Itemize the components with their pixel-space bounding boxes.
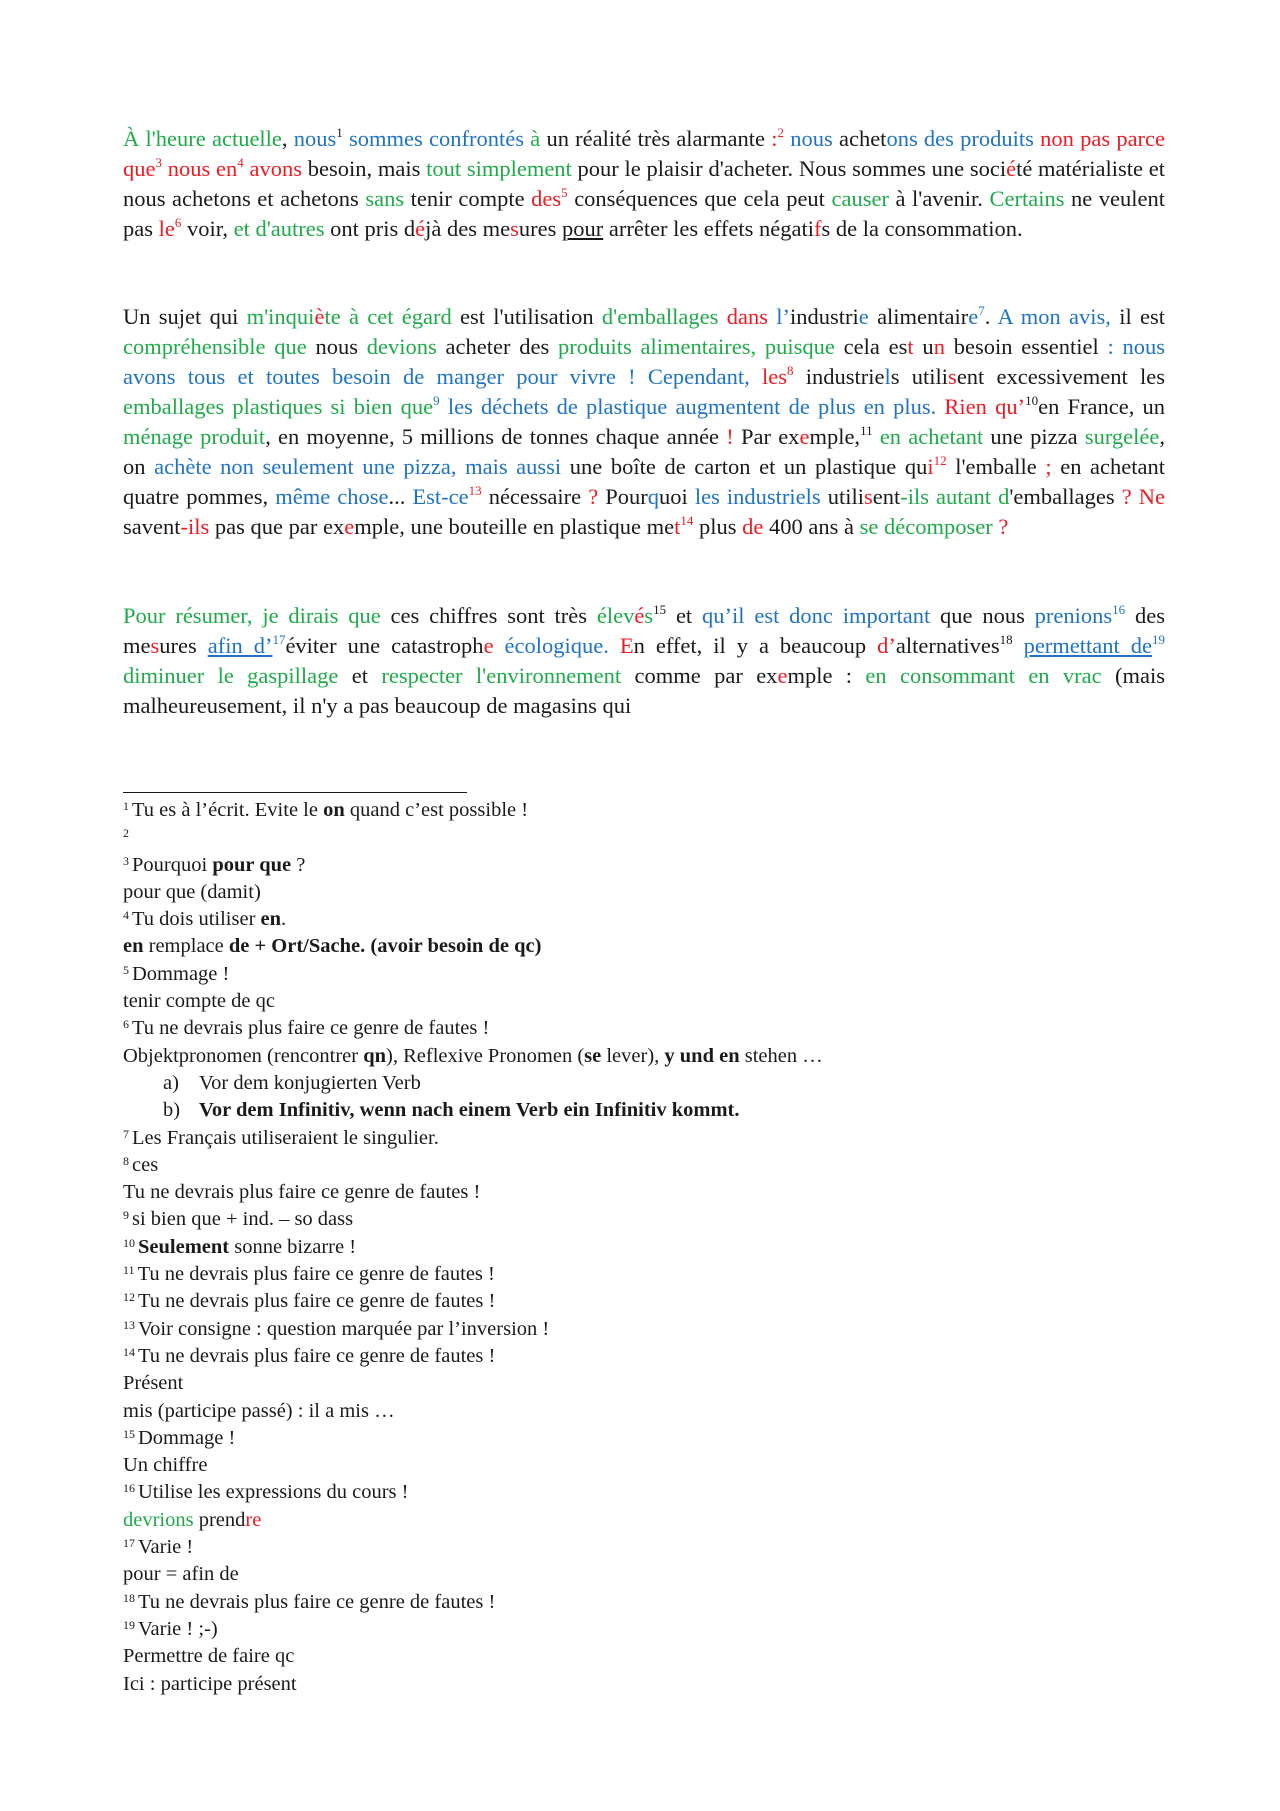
text-run: Objektpronomen (rencontrer <box>123 1044 364 1067</box>
text-run: : <box>771 126 778 151</box>
text-run: 400 ans à <box>763 514 860 539</box>
text-run <box>873 424 880 449</box>
text-run: nous <box>790 126 833 151</box>
footnote-ref: 9 <box>123 1208 129 1223</box>
footnote-line <box>123 1043 1165 1070</box>
text-run: non pas parce que <box>123 126 1166 181</box>
footnote-ref: 1 <box>123 799 129 813</box>
text-run <box>609 633 620 658</box>
footnote-line <box>123 1234 1165 1261</box>
text-run: : nous avons tous et toutes besoin de manger pour vivre ! Cependant, <box>123 334 1165 389</box>
text-run: s <box>644 603 654 628</box>
text-run: ! <box>726 424 734 449</box>
text-run: s <box>150 633 160 658</box>
text-run: m'inqui <box>246 304 315 329</box>
text-run: (mais malheureusement, il n'y a pas beaucoup de magasins qui <box>123 663 1165 718</box>
text-run: ures <box>159 633 208 658</box>
footnote-line <box>123 1561 1165 1588</box>
text-run: e <box>799 424 810 449</box>
text-run: on <box>323 799 345 821</box>
text-run: nous <box>306 334 367 359</box>
text-run: plus <box>693 514 743 539</box>
footnote-ref: 12 <box>123 1290 135 1305</box>
text-run: Varie ! ;-) <box>138 1617 218 1640</box>
text-run: Les Français utiliseraient le singulier. <box>132 1126 439 1149</box>
text-run: achète non seulement une pizza, mais aussi <box>154 454 562 479</box>
text-run: permettant de <box>1023 633 1152 658</box>
text-run: ménage produit <box>123 424 266 449</box>
text-run: s <box>510 216 519 241</box>
text-run: besoin essentiel <box>944 334 1108 359</box>
text-run: tenir compte de qc <box>123 990 275 1013</box>
footnote-line <box>123 1261 1165 1288</box>
text-run: prend <box>193 1508 246 1531</box>
text-run: s <box>948 364 957 389</box>
text-run: afin d’ <box>207 633 273 658</box>
text-run: compréhensible que <box>123 334 307 359</box>
text-run: savent <box>123 514 181 539</box>
text-run: ont pris d <box>324 216 416 241</box>
footnote-ref: 9 <box>433 393 440 408</box>
footnote-ref: 17 <box>272 632 286 647</box>
text-run: té matérialiste et nous achetons et achetons <box>123 156 1165 211</box>
footnote-ref: 11 <box>860 423 873 438</box>
text-run: Vor dem Infinitiv, wenn nach einem Verb ein Infinitiv kommt. <box>199 1099 740 1122</box>
text-run: mis (participe passé) : il a mis … <box>123 1399 395 1422</box>
footnote-line <box>123 1343 1165 1370</box>
text-run: ons des produits <box>886 126 1034 151</box>
text-run: sonne bizarre ! <box>229 1235 357 1258</box>
text-run: Tu ne devrais plus faire ce genre de fautes ! <box>138 1290 496 1313</box>
text-run <box>750 364 762 389</box>
text-run: l'emballe <box>946 454 1046 479</box>
text-run: jà des me <box>425 216 511 241</box>
text-run: y und en <box>664 1044 740 1067</box>
footnote-ref: 6 <box>174 215 182 230</box>
text-run: nous <box>293 126 337 151</box>
footnote-line <box>123 1206 1165 1233</box>
text-run: en achetant quatre pommes, <box>123 454 1166 509</box>
text-run: d’ <box>877 633 896 658</box>
text-run: il est <box>1110 304 1166 329</box>
footnote-ref: 4 <box>123 908 129 923</box>
text-run: E <box>619 633 634 658</box>
text-run: causer <box>831 186 889 211</box>
text-run: Tu ne devrais plus faire ce genre de fautes ! <box>132 1017 490 1040</box>
text-run: Tu ne devrais plus faire ce genre de fautes ! <box>137 1263 495 1286</box>
text-run: à l'avenir. <box>888 186 990 211</box>
text-run: n effet, il y a beaucoup <box>633 633 878 658</box>
footnote-line <box>123 1643 1165 1670</box>
text-run: qu’il est donc important <box>702 603 931 628</box>
text-run: emballages plastiques si bien que <box>123 394 434 419</box>
text-run: A mon avis, <box>997 304 1111 329</box>
text-run: Voir consigne : question marquée par l’inversion ! <box>138 1317 550 1340</box>
text-run: Dommage ! <box>138 1426 236 1449</box>
text-run: Vor dem konjugierten Verb <box>199 1071 421 1094</box>
text-run: des <box>531 186 562 211</box>
text-run: Par ex <box>733 424 800 449</box>
text-run: se <box>584 1044 602 1067</box>
text-run: mple, une bouteille en plastique me <box>354 514 675 539</box>
footnote-line <box>123 961 1165 988</box>
essay-paragraph-1 <box>123 124 1165 244</box>
text-run: -ils autant <box>900 484 992 509</box>
text-run: Tu ne devrais plus faire ce genre de fautes ! <box>138 1590 496 1613</box>
text-run <box>718 304 726 329</box>
text-run: Rien qu’ <box>944 394 1026 419</box>
text-run: alternatives <box>895 633 1000 658</box>
footnote-line <box>123 1015 1165 1042</box>
text-run: prenions <box>1034 603 1113 628</box>
footnote-line <box>123 879 1165 906</box>
text-run: de <box>742 514 764 539</box>
footnote-line <box>123 1152 1165 1179</box>
text-run: re <box>245 1508 262 1531</box>
footnote-ref: 14 <box>123 1344 135 1359</box>
text-run: i <box>927 454 934 479</box>
footnote-line <box>123 988 1165 1015</box>
text-run: si bien que + ind. – so dass <box>132 1208 354 1231</box>
footnote-ref: 18 <box>123 1590 135 1605</box>
text-run: é <box>1006 156 1017 181</box>
text-run: n <box>933 334 945 359</box>
footnote-ref: 15 <box>653 602 667 617</box>
footnote-ref: 11 <box>123 1263 135 1278</box>
text-run: ent excessivement les <box>956 364 1165 389</box>
text-run: e <box>858 304 869 329</box>
text-run: dans <box>726 304 768 329</box>
text-run: Utilise les expressions du cours ! <box>138 1481 409 1504</box>
text-run: nous en <box>167 156 238 181</box>
list-marker: b) <box>163 1099 181 1122</box>
text-run: une pizza <box>983 424 1085 449</box>
text-run: Tu es à l’écrit. Evite le <box>132 799 324 821</box>
footnote-ref: 14 <box>680 513 694 528</box>
footnote-ref: 2 <box>123 826 129 841</box>
footnote-ref: 12 <box>933 453 947 468</box>
text-run: un réalité très alarmante <box>540 126 772 151</box>
footnote-line <box>123 1179 1165 1206</box>
text-run: tenir compte <box>404 186 532 211</box>
text-run: pas que par ex <box>209 514 345 539</box>
text-run: pour = afin de <box>123 1563 239 1586</box>
text-run: les <box>762 364 788 389</box>
text-run: Est-ce <box>412 484 469 509</box>
footnote-line <box>123 933 1165 960</box>
text-run: Seulement <box>138 1235 230 1258</box>
text-run: achet <box>832 126 887 151</box>
text-run: le <box>158 216 175 241</box>
text-run <box>494 633 505 658</box>
text-run: et <box>666 603 703 628</box>
footnote-ref: 16 <box>123 1481 135 1496</box>
text-run: cela es <box>834 334 908 359</box>
text-run: d <box>998 484 1010 509</box>
footnote-line <box>123 1370 1165 1397</box>
footnote-ref: 8 <box>787 363 794 378</box>
text-run: remplace <box>143 935 229 958</box>
footnote-line <box>123 1425 1165 1452</box>
text-run: Pourquoi <box>132 853 213 876</box>
text-run: pour <box>561 216 604 241</box>
text-run: s <box>863 484 873 509</box>
footnote-line <box>123 1507 1165 1534</box>
text-run: À l'heure actuelle <box>123 126 282 151</box>
text-run: Tu dois utiliser <box>132 908 261 931</box>
text-run: de + Ort/Sache. (avoir besoin de qc) <box>228 935 542 958</box>
text-run: , en moyenne, 5 millions de tonnes chaque année <box>265 424 727 449</box>
text-run: e <box>344 514 355 539</box>
text-run: devrions <box>123 1508 194 1531</box>
text-run: sommes confrontés <box>349 126 524 151</box>
footnote-ref: 15 <box>123 1426 135 1441</box>
text-run: 'emballages <box>1009 484 1122 509</box>
footnote-line <box>123 1671 1165 1698</box>
text-run: Tu ne devrais plus faire ce genre de fautes ! <box>138 1344 496 1367</box>
text-run: une boîte de carton et un plastique qu <box>561 454 928 479</box>
footnote-line <box>123 906 1165 933</box>
text-run: mple, <box>809 424 861 449</box>
text-run: ures <box>518 216 562 241</box>
text-run: é <box>415 216 426 241</box>
text-run: stehen … <box>739 1044 823 1067</box>
text-run: ces chiffres sont très <box>380 603 597 628</box>
text-run: é <box>634 603 645 628</box>
text-run: pour que <box>212 853 292 876</box>
footnote-line <box>123 1288 1165 1315</box>
text-run: en France, un <box>1038 394 1166 419</box>
text-run: Un chiffre <box>123 1454 208 1477</box>
footnote-ref: 1 <box>336 125 343 140</box>
footnote-ref: 2 <box>777 125 784 140</box>
text-run: u <box>913 334 934 359</box>
footnote-ref: 6 <box>123 1017 129 1032</box>
text-run: Ici : participe présent <box>123 1672 297 1695</box>
text-run: et <box>338 663 382 688</box>
text-run: industrie <box>793 364 885 389</box>
text-run: Pour <box>598 484 648 509</box>
text-run: besoin, mais <box>301 156 427 181</box>
text-run: les industriels <box>694 484 821 509</box>
text-run: t <box>907 334 914 359</box>
text-run: arrêter les effets négati <box>603 216 814 241</box>
text-run: est l'utilisation <box>451 304 602 329</box>
text-run: sans <box>365 186 405 211</box>
footnote-ref: 17 <box>123 1536 135 1551</box>
text-run: à <box>530 126 541 151</box>
footnote-line <box>123 852 1165 879</box>
footnote-ref: 3 <box>123 853 129 868</box>
text-run <box>1013 633 1024 658</box>
footnote-line <box>123 1452 1165 1479</box>
text-run: Tu ne devrais plus faire ce genre de fautes ! <box>123 1181 481 1204</box>
text-run: Un sujet qui <box>123 304 247 329</box>
footnote-ref: 8 <box>123 1153 129 1168</box>
text-run: en consommant en vrac <box>865 663 1102 688</box>
text-run: que nous <box>930 603 1035 628</box>
text-run: diminuer le gaspillage <box>123 663 339 688</box>
text-run: Permettre de faire qc <box>123 1645 295 1668</box>
text-run: uoi <box>659 484 695 509</box>
text-run: Pour résumer, je dirais que <box>123 603 381 628</box>
text-run: s de la consommation. <box>821 216 1023 241</box>
text-run: des me <box>123 603 1165 658</box>
text-run: écologique. <box>504 633 609 658</box>
text-run: ? <box>998 514 1009 539</box>
text-run: ? <box>588 484 599 509</box>
text-run: en achetant <box>879 424 984 449</box>
text-run: pour le plaisir d'acheter. Nous sommes une soci <box>571 156 1007 181</box>
footnote-ref: 7 <box>123 1126 129 1141</box>
footnote-ref: 10 <box>123 1235 135 1250</box>
text-run: ? <box>291 853 306 876</box>
text-run: conséquences que cela peut <box>567 186 832 211</box>
footnote-ref: 13 <box>468 483 482 498</box>
text-run: voir, <box>181 216 234 241</box>
footnote-ref: 3 <box>155 155 162 170</box>
footnote-line <box>123 1534 1165 1561</box>
text-run: industri <box>790 304 859 329</box>
text-run: è <box>314 304 325 329</box>
list-marker: a) <box>163 1071 179 1094</box>
footnote-ref: 19 <box>123 1617 135 1632</box>
text-run: ; <box>1045 454 1052 479</box>
text-run: q <box>647 484 660 509</box>
text-run: alimentair <box>868 304 969 329</box>
text-run: éviter une catastroph <box>285 633 484 658</box>
text-run: , on <box>123 424 1166 479</box>
text-run: e <box>777 663 788 688</box>
footnote-ref: 13 <box>123 1317 135 1332</box>
text-run: l <box>884 364 891 389</box>
text-run: tout simplement <box>426 156 572 181</box>
text-run: s utili <box>890 364 949 389</box>
footnotes-list <box>123 797 1165 1698</box>
footnote-ref: 19 <box>1151 632 1165 647</box>
text-run: -ils <box>180 514 210 539</box>
text-run: d'emballages <box>601 304 719 329</box>
footnote-line <box>123 797 1165 824</box>
footnote-list-item <box>123 1070 1165 1097</box>
footnote-line <box>123 1125 1165 1152</box>
footnote-list-item <box>123 1097 1165 1124</box>
text-run: Dommage ! <box>132 962 230 985</box>
footnote-ref: 7 <box>978 303 985 318</box>
text-run: les déchets de plastique augmentent de plus en plus. <box>447 394 937 419</box>
footnote-line <box>123 1616 1165 1643</box>
text-run: e <box>483 633 494 658</box>
text-run: acheter des <box>436 334 559 359</box>
text-run: pour que (damit) <box>123 880 261 903</box>
text-run: devions <box>366 334 437 359</box>
text-run: produits alimentaires, puisque <box>558 334 835 359</box>
text-run: lever), <box>601 1044 665 1067</box>
text-run: surgelée <box>1084 424 1160 449</box>
footnote-line <box>123 1316 1165 1343</box>
text-run: ne veulent pas <box>123 186 1165 241</box>
footnote-line <box>123 824 1165 851</box>
text-run: , <box>281 126 294 151</box>
footnote-ref: 10 <box>1025 393 1039 408</box>
text-run: ... <box>388 484 413 509</box>
footnote-line <box>123 1479 1165 1506</box>
text-run: nécessaire <box>481 484 589 509</box>
footnote-ref: 18 <box>999 632 1013 647</box>
text-run: même chose <box>275 484 389 509</box>
footnote-line <box>123 1589 1165 1616</box>
text-run: ? Ne <box>1121 484 1165 509</box>
text-run: en <box>260 908 282 931</box>
text-run: avons <box>249 156 302 181</box>
text-run: en <box>123 935 144 958</box>
text-run: ent <box>872 484 901 509</box>
text-run: te à cet égard <box>324 304 452 329</box>
text-run: qn <box>363 1044 387 1067</box>
text-run: élev <box>596 603 635 628</box>
text-run: ces <box>132 1153 159 1176</box>
text-run: Certains <box>989 186 1065 211</box>
text-run: mple : <box>787 663 866 688</box>
text-run: f <box>813 216 822 241</box>
footnote-ref: 5 <box>123 962 129 977</box>
essay-paragraph-3 <box>123 601 1165 721</box>
text-run: . <box>281 908 287 931</box>
footnote-ref: 5 <box>561 185 568 200</box>
text-run: Présent <box>123 1372 184 1395</box>
footnote-separator <box>123 792 467 793</box>
text-run: respecter l'environnement <box>381 663 622 688</box>
essay-paragraph-2 <box>123 302 1165 542</box>
text-run: et d'autres <box>233 216 325 241</box>
text-run <box>440 394 448 419</box>
text-run: comme par ex <box>621 663 778 688</box>
footnote-ref: 4 <box>237 155 244 170</box>
text-run: e <box>968 304 979 329</box>
text-run: se décomposer <box>859 514 993 539</box>
text-run: l’ <box>776 304 791 329</box>
text-run: t <box>674 514 681 539</box>
text-run: ), Reflexive Pronomen ( <box>386 1044 585 1067</box>
text-run: utili <box>820 484 864 509</box>
footnote-ref: 16 <box>1112 602 1126 617</box>
footnote-line <box>123 1398 1165 1425</box>
text-run: quand c’est possible ! <box>344 799 529 821</box>
text-run: Varie ! <box>138 1536 194 1559</box>
text-run: . <box>984 304 998 329</box>
